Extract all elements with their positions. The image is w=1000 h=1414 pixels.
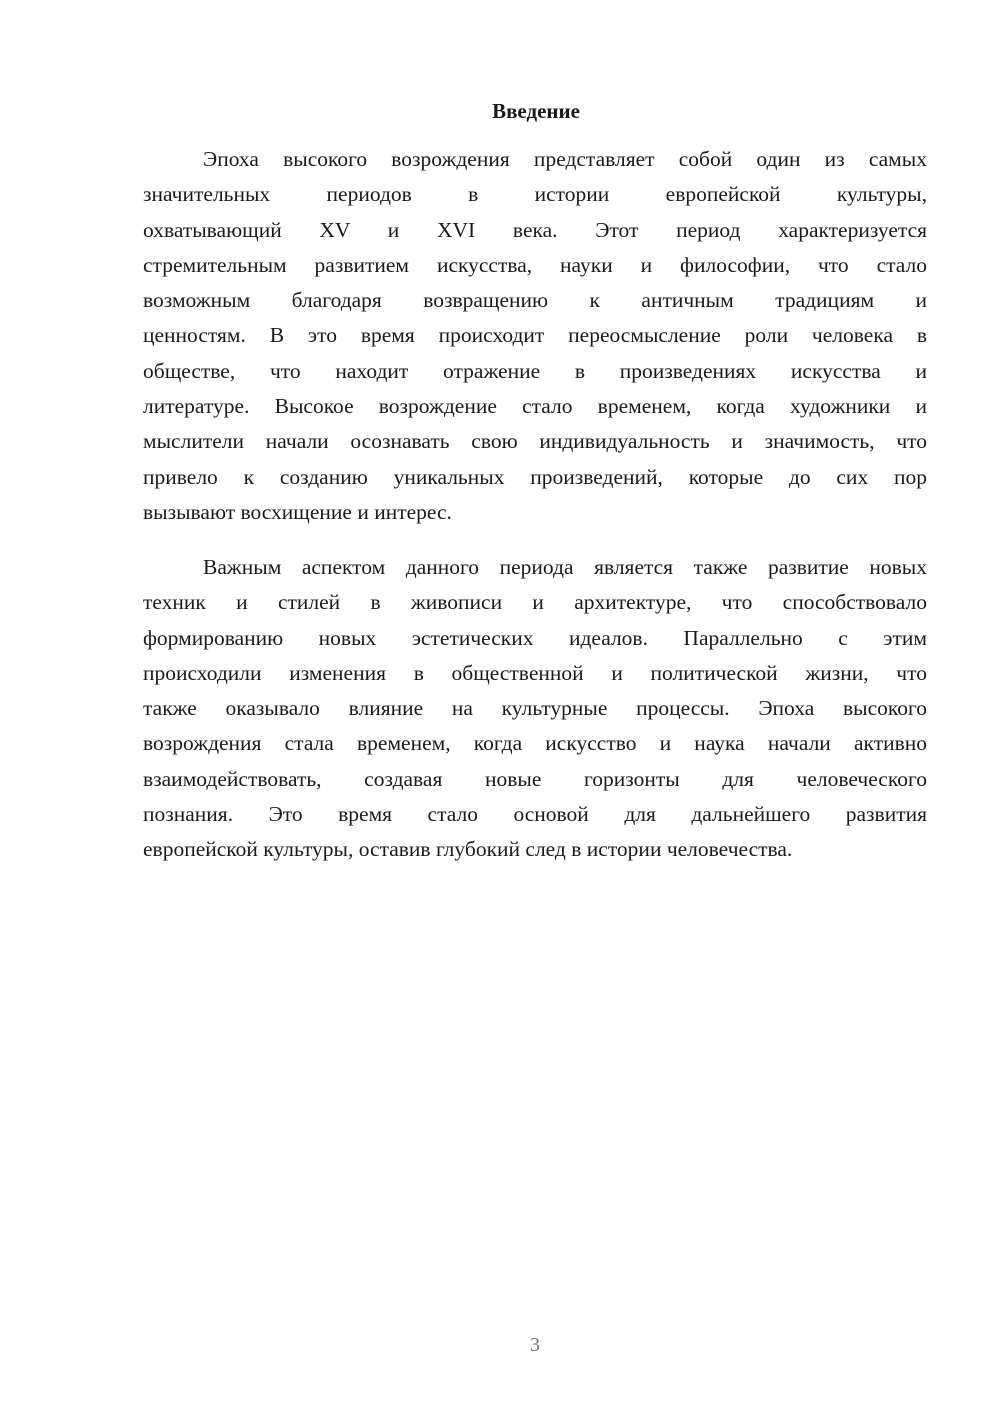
text-line: происходили изменения в общественной и политической жизни, что	[143, 660, 927, 685]
paragraph-1	[143, 142, 927, 530]
text-line: познания. Это время стало основой для дальнейшего развития	[143, 802, 927, 827]
text-line: значительных периодов в истории европейской культуры,	[143, 182, 927, 207]
text-line: возможным благодаря возвращению к античным традициям и	[143, 288, 927, 313]
text-line: обществе, что находит отражение в произведениях искусства и	[143, 358, 927, 383]
text-line: Важным аспектом данного периода является также развитие новых	[203, 555, 927, 579]
text-line: стремительным развитием искусства, науки и философии, что стало	[143, 252, 927, 277]
text-line: литературе. Высокое возрождение стало временем, когда художники и	[143, 394, 927, 419]
text-line: возрождения стала временем, когда искусство и наука начали активно	[143, 731, 927, 756]
text-line: взаимодействовать, создавая новые горизонты для человеческого	[143, 766, 927, 791]
text-line: ценностям. В это время происходит переосмысление роли человека в	[143, 323, 927, 348]
paragraph-2	[143, 550, 927, 868]
text-line: мыслители начали осознавать свою индивидуальность и значимость, что	[143, 429, 927, 454]
text-line: также оказывало влияние на культурные процессы. Эпоха высокого	[143, 696, 927, 721]
text-line: охватывающий XV и XVI века. Этот период характеризуется	[143, 217, 927, 242]
page-number: 3	[530, 1334, 540, 1356]
text-line: привело к созданию уникальных произведений, которые до сих пор	[143, 464, 927, 489]
text-line: формированию новых эстетических идеалов. Параллельно с этим	[143, 625, 927, 650]
text-line: Эпоха высокого возрождения представляет собой один из самых	[203, 147, 927, 171]
text-line: европейской культуры, оставив глубокий след в истории человечества.	[143, 837, 793, 862]
text-line: техник и стилей в живописи и архитектуре, что способствовало	[143, 590, 927, 615]
text-line: вызывают восхищение и интерес.	[143, 499, 452, 524]
section-heading: Введение	[492, 99, 580, 123]
